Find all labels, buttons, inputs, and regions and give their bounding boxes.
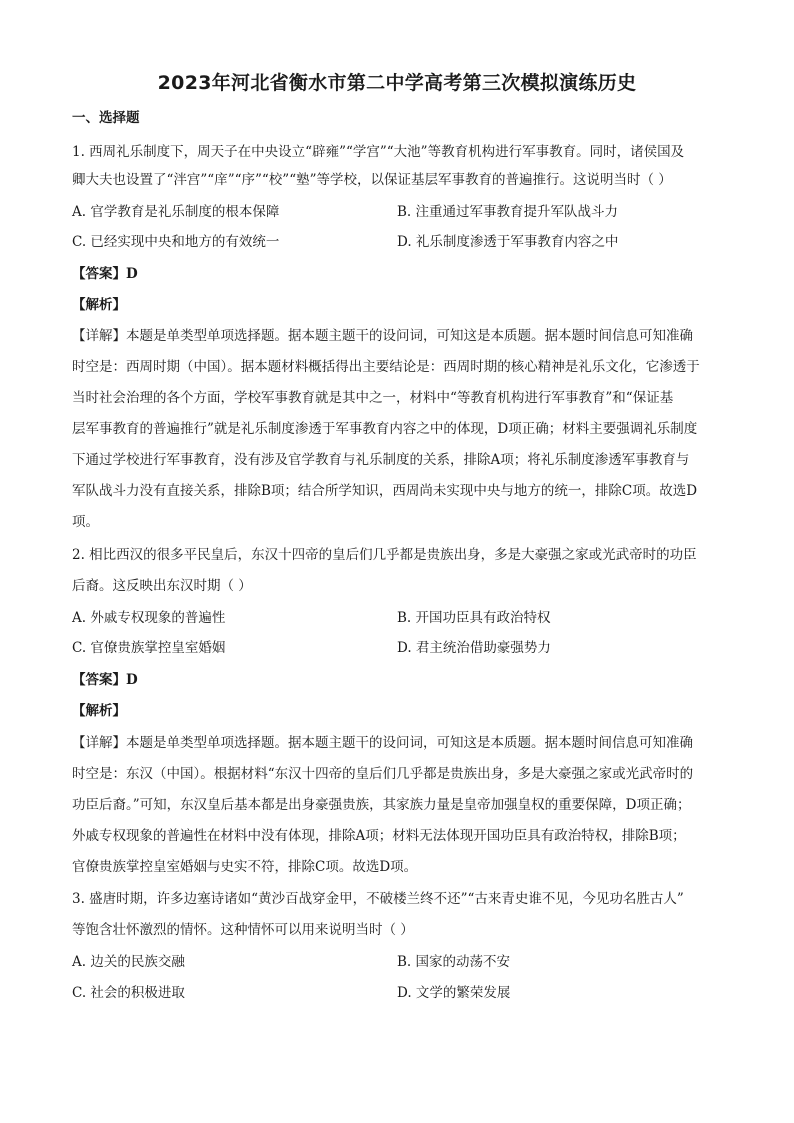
- q1-detail-line: 下通过学校进行军事教育，没有涉及官学教育与礼乐制度的关系，排除A项；将礼乐制度渗透军事教育与: [72, 452, 690, 468]
- q1-option-d: D. 礼乐制度渗透于军事教育内容之中: [397, 234, 619, 250]
- q2-detail-line: 【详解】本题是单类型单项选择题。据本题主题干的设问词，可知这是本质题。据本题时间信息可知准确: [72, 735, 693, 751]
- q1-detail-line: 【详解】本题是单类型单项选择题。据本题主题干的设问词，可知这是本质题。据本题时间信息可知准确: [72, 328, 693, 344]
- q2-detail-line: 时空是：东汉（中国）。根据材料“东汉十四帝的皇后们几乎都是贵族出身，多是大豪强之家或光武帝时的: [72, 766, 694, 782]
- section-heading: 一、选择题: [72, 110, 140, 126]
- q2-option-d: D. 君主统治借助豪强势力: [397, 640, 551, 656]
- q2-analysis-label: 【解析】: [72, 703, 126, 719]
- q2-option-a: A. 外戚专权现象的普遍性: [72, 610, 226, 626]
- q1-option-a: A. 官学教育是礼乐制度的根本保障: [72, 204, 280, 220]
- q3-stem-line-2: 等饱含壮怀激烈的情怀。这种情怀可以用来说明当时（ ）: [72, 922, 414, 938]
- q1-stem-line-1: 1. 西周礼乐制度下，周天子在中央设立“辟雍”“学宫”“大池”等教育机构进行军事教育。同时，诸侯国及: [72, 144, 685, 160]
- q3-option-d: D. 文学的繁荣发展: [397, 985, 511, 1001]
- q2-detail-line: 外戚专权现象的普遍性在材料中没有体现，排除A项；材料无法体现开国功臣具有政治特权，排除B项；: [72, 828, 686, 844]
- q1-detail-line: 层军事教育的普遍推行”就是礼乐制度渗透于军事教育内容之中的体现，D项正确；材料主要强调礼乐制度: [72, 421, 698, 437]
- q2-detail-line: 功臣后裔。”可知，东汉皇后基本都是出身豪强贵族，其家族力量是皇帝加强皇权的重要保障，D项正确；: [72, 797, 691, 813]
- q1-detail-line: 时空是：西周时期（中国）。据本题材料概括得出主要结论是：西周时期的核心精神是礼乐文化，它渗透于: [72, 359, 700, 375]
- q3-option-a: A. 边关的民族交融: [72, 954, 185, 970]
- q2-option-b: B. 开国功臣具有政治特权: [397, 610, 551, 626]
- q1-option-c: C. 已经实现中央和地方的有效统一: [72, 234, 280, 250]
- page-title: 2023年河北省衡水市第二中学高考第三次模拟演练历史: [157, 72, 637, 94]
- q2-detail-line: 官僚贵族掌控皇室婚姻与史实不符，排除C项。故选D项。: [72, 859, 418, 875]
- q2-option-c: C. 官僚贵族掌控皇室婚姻: [72, 640, 226, 656]
- q1-detail-line: 当时社会治理的各个方面，学校军事教育就是其中之一，材料中“等教育机构进行军事教育”和“保证基: [72, 390, 674, 406]
- q1-stem-line-2: 卿大夫也设置了“泮宫”“庠”“序”“校”“塾”等学校，以保证基层军事教育的普遍推行。这说明当时（ ）: [72, 172, 672, 188]
- q1-answer: 【答案】D: [72, 266, 138, 282]
- q1-analysis-label: 【解析】: [72, 297, 126, 313]
- q2-stem-line-2: 后裔。这反映出东汉时期（ ）: [72, 578, 252, 594]
- q2-answer: 【答案】D: [72, 672, 138, 688]
- q1-detail-line: 项。: [72, 514, 99, 530]
- q2-stem-line-1: 2. 相比西汉的很多平民皇后，东汉十四帝的皇后们几乎都是贵族出身，多是大豪强之家或光武帝时的功臣: [72, 547, 697, 563]
- q1-detail-line: 军队战斗力没有直接关系，排除B项；结合所学知识，西周尚未实现中央与地方的统一，排除C项。故选D: [72, 483, 698, 499]
- q3-option-b: B. 国家的动荡不安: [397, 954, 511, 970]
- q3-stem-line-1: 3. 盛唐时期，许多边塞诗诸如“黄沙百战穿金甲，不破楼兰终不还”“古来青史谁不见，今见功名胜古人”: [72, 891, 684, 907]
- q1-option-b: B. 注重通过军事教育提升军队战斗力: [397, 204, 619, 220]
- q3-option-c: C. 社会的积极进取: [72, 985, 185, 1001]
